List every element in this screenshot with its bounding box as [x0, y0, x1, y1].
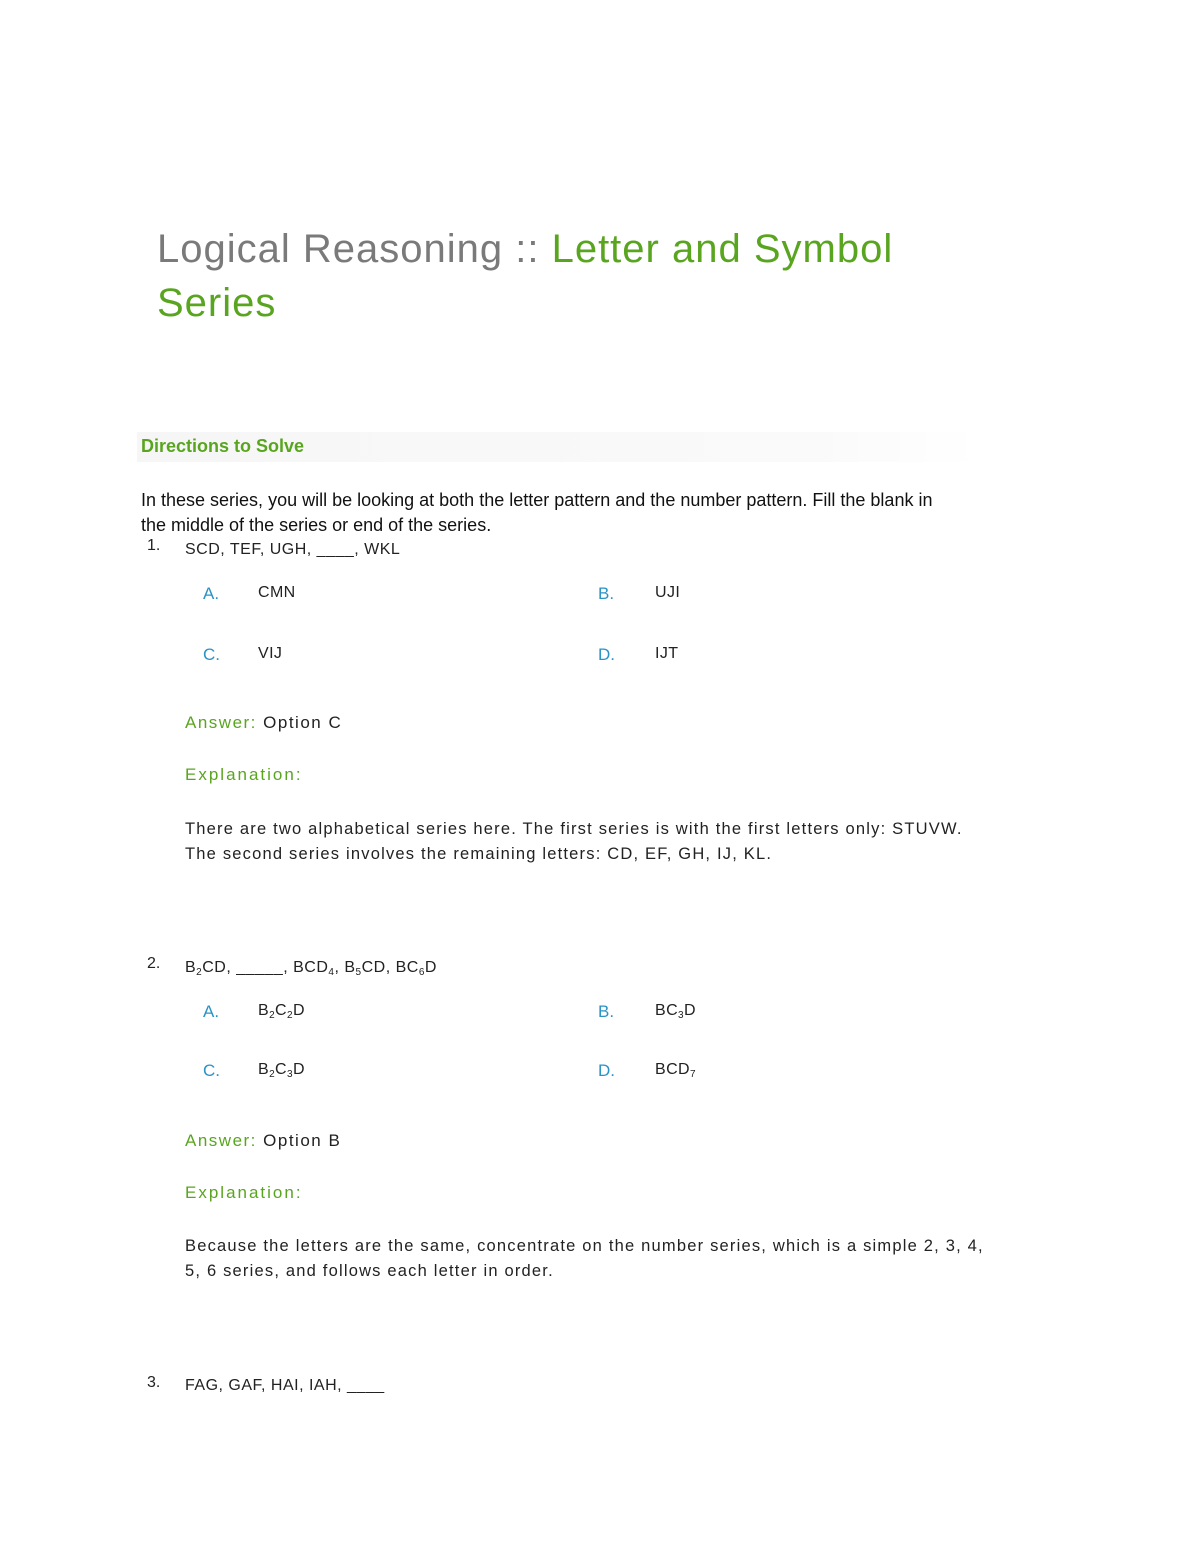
subscript: 2: [269, 1010, 276, 1021]
subscript: 2: [269, 1069, 276, 1080]
page-title: [157, 222, 1017, 330]
option-text-b[interactable]: UJI: [655, 584, 681, 601]
answer-label: Answer:: [185, 713, 257, 732]
option-letter-c[interactable]: C.: [203, 645, 220, 664]
question-text: $B_2CD$, _____, $BCD_4$, $B_5CD$, $BC_6D$: [185, 959, 437, 978]
option-letter-d[interactable]: D.: [598, 645, 615, 664]
option-text-d[interactable]: IJT: [655, 645, 679, 662]
subscript: 3: [287, 1069, 293, 1080]
subscript: 4: [328, 967, 335, 978]
answer-label: Answer:: [185, 1131, 257, 1150]
option-text-a[interactable]: $B_2C_2D$: [258, 1002, 305, 1021]
subscript: 7: [689, 1069, 696, 1080]
explanation-text: Because the letters are the same, concentrate on the number series, which is a simple 2, 3, 4, 5, 6 series, and follows each letter in order.: [185, 1237, 984, 1280]
question-number: 3.: [147, 1374, 161, 1391]
answer-line: [185, 713, 342, 733]
option-letter-b[interactable]: B.: [598, 584, 615, 603]
subscript: 5: [355, 967, 362, 978]
option-letter-a[interactable]: A.: [203, 584, 220, 603]
answer-value: Option B: [256, 1131, 342, 1150]
option-text-c[interactable]: $B_2C_3D$: [258, 1061, 305, 1080]
explanation-label: Explanation:: [185, 765, 303, 784]
option-text-b[interactable]: $BC_3D$: [655, 1002, 696, 1021]
option-letter-b[interactable]: B.: [598, 1002, 615, 1021]
subscript: 2: [287, 1010, 293, 1021]
option-text-c[interactable]: VIJ: [258, 645, 283, 662]
title-prefix: Logical Reasoning ::: [157, 227, 552, 271]
subscript: 2: [196, 967, 203, 978]
option-text-d[interactable]: $BCD_7$: [655, 1061, 696, 1080]
option-text-a[interactable]: CMN: [258, 584, 296, 601]
question-text: SCD, TEF, UGH, ____, WKL: [185, 541, 401, 558]
option-letter-c[interactable]: C.: [203, 1061, 220, 1080]
answer-value: Option C: [256, 713, 343, 732]
explanation-text: There are two alphabetical series here. The first series is with the first letters only: STUVW. The second series involves the remaining letters: CD, EF, GH, IJ, KL.: [185, 820, 963, 863]
subscript: 6: [418, 967, 425, 978]
option-letter-d[interactable]: D.: [598, 1061, 615, 1080]
subscript: 3: [678, 1010, 684, 1021]
directions-text: In these series, you will be looking at both the letter pattern and the number pattern. Fill the blank in the middle of the series or end of the series.: [141, 490, 933, 535]
directions-heading: Directions to Solve: [141, 436, 305, 456]
question-text: FAG, GAF, HAI, IAH, ____: [185, 1377, 385, 1394]
explanation-label: Explanation:: [185, 1183, 303, 1202]
question-number: 2.: [147, 955, 161, 972]
question-number: 1.: [147, 537, 161, 554]
title-topic: Letter and Symbol Series: [157, 227, 894, 325]
option-letter-a[interactable]: A.: [203, 1002, 220, 1021]
answer-line: [185, 1131, 341, 1151]
